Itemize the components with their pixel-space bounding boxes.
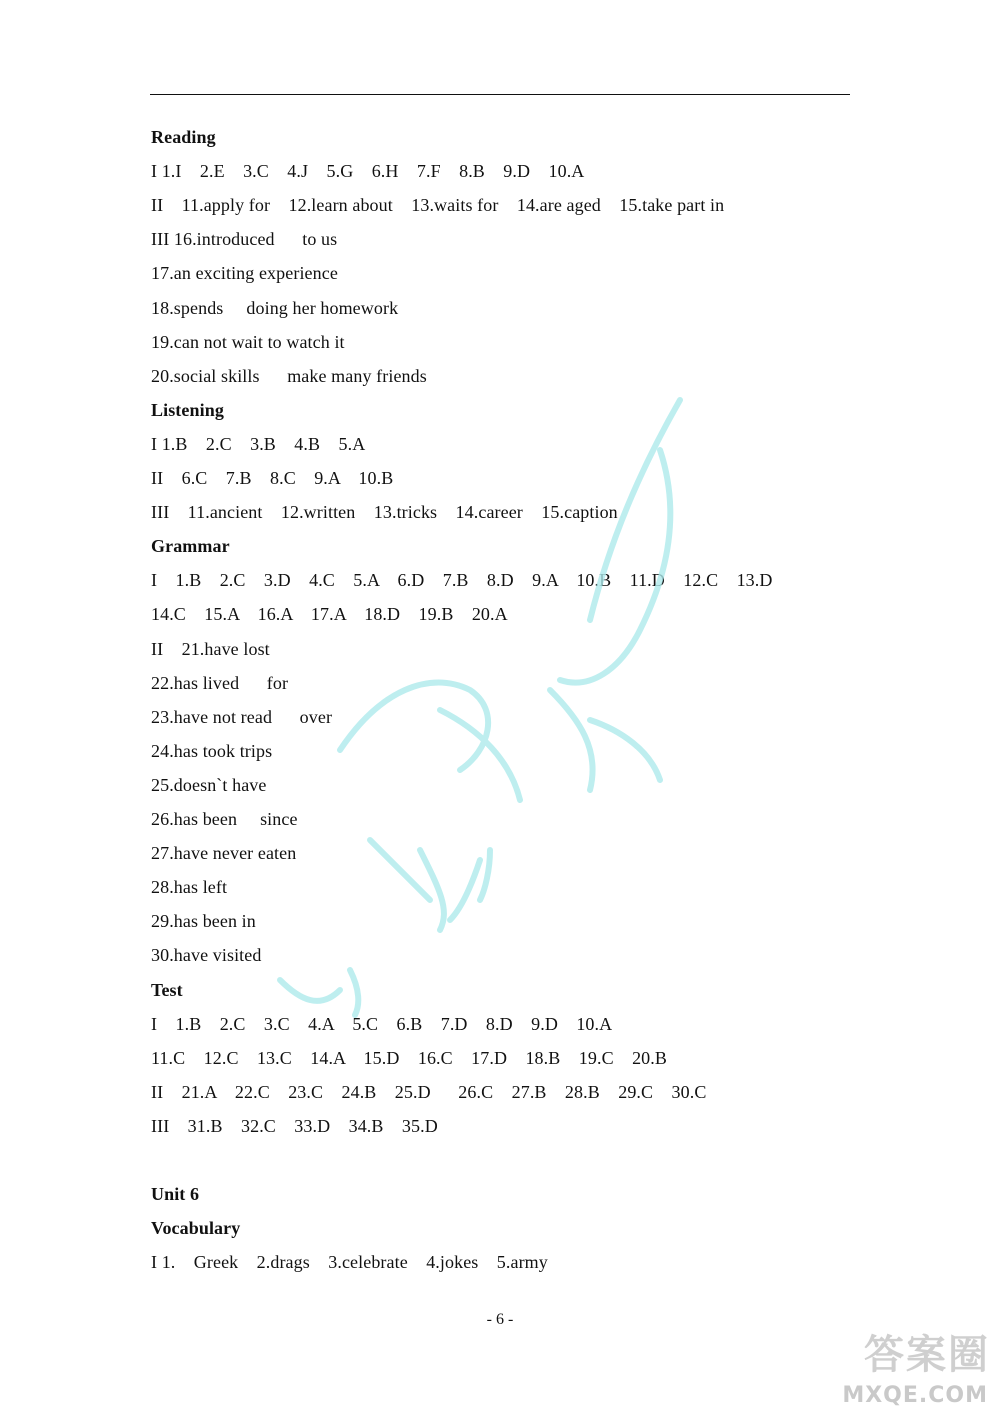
section-heading: Reading	[151, 127, 216, 147]
answer-line: 17.an exciting experience	[151, 263, 338, 284]
answer-line: 14.C 15.A 16.A 17.A 18.D 19.B 20.A	[151, 604, 508, 625]
section-heading: Test	[151, 979, 183, 1000]
answer-line: 25.doesn`t have	[151, 774, 267, 795]
header-rule	[150, 94, 850, 95]
answer-line: II 21.A 22.C 23.C 24.B 25.D 26.C 27.B 28.B 29.C 30.C	[151, 1081, 707, 1102]
answer-line: 22.has lived for	[151, 672, 289, 693]
answer-line: III 16.introduced to us	[151, 229, 338, 250]
answer-line: 30.have visited	[151, 945, 262, 966]
answer-line: 11.C 12.C 13.C 14.A 15.D 16.C 17.D 18.B 19.C 20.B	[151, 1047, 667, 1068]
answer-line: 24.has took trips	[151, 740, 273, 761]
answer-line: I 1.B 2.C 3.D 4.C 5.A 6.D 7.B 8.D 9.A 10.B 11.D 12.C 13.D	[151, 570, 773, 591]
watermark-logo: 答案圈	[864, 1332, 990, 1378]
section-heading: Grammar	[151, 536, 230, 557]
answer-line: II 11.apply for 12.learn about 13.waits for 14.are aged 15.take part in	[151, 195, 725, 216]
answer-line: III 11.ancient 12.written 13.tricks 14.career 15.caption	[151, 502, 618, 523]
watermark-site: MXQE.COM	[842, 1383, 988, 1408]
answer-line: 20.social skills make many friends	[151, 365, 427, 386]
answer-line: II 21.have lost	[151, 638, 270, 659]
answer-line: 18.spends doing her homework	[151, 297, 399, 318]
section-heading: Vocabulary	[151, 1218, 241, 1239]
section-heading: Listening	[151, 399, 224, 420]
page-number: - 6 -	[486, 1311, 514, 1328]
answer-line: I 1.B 2.C 3.B 4.B 5.A	[151, 433, 366, 454]
answer-line: 27.have never eaten	[151, 843, 297, 864]
answer-line: I 1. Greek 2.drags 3.celebrate 4.jokes 5.army	[151, 1252, 548, 1273]
answer-line: II 6.C 7.B 8.C 9.A 10.B	[151, 468, 394, 488]
answer-line: 28.has left	[151, 877, 228, 898]
answer-line: 19.can not wait to watch it	[151, 331, 345, 352]
answer-line: III 31.B 32.C 33.D 34.B 35.D	[151, 1115, 438, 1136]
answer-line: I 1.B 2.C 3.C 4.A 5.C 6.B 7.D 8.D 9.D 10.A	[151, 1013, 613, 1034]
answer-line: I 1.I 2.E 3.C 4.J 5.G 6.H 7.F 8.B 9.D 10.A	[151, 161, 585, 182]
answer-line: 29.has been in	[151, 911, 256, 932]
section-heading: Unit 6	[151, 1184, 200, 1205]
answer-line: 23.have not read over	[151, 706, 333, 727]
answer-line: 26.has been since	[151, 809, 298, 829]
